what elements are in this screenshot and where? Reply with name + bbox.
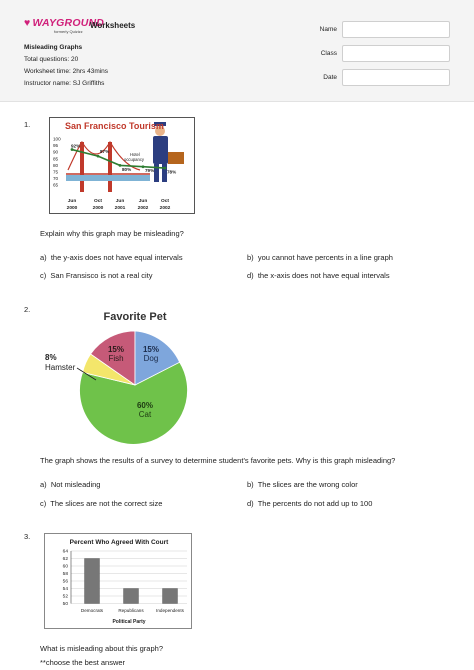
pie-label-fish: Fish xyxy=(108,354,124,363)
sf-y-tick-label: 80 xyxy=(53,162,59,168)
sf-data-label: 78% xyxy=(167,169,177,175)
question-1-option-b[interactable] xyxy=(247,253,393,262)
court-y-tick-label: 62 xyxy=(62,557,68,563)
option-text: Not misleading xyxy=(50,480,101,489)
pie-label-fish-pct: 15% xyxy=(107,345,125,354)
pet-chart-title: Favorite Pet xyxy=(103,311,167,323)
favorite-pet-pie-chart xyxy=(40,305,200,445)
pie-label-hamster-pct: 8% xyxy=(45,353,57,362)
court-chart-title: Percent Who Agreed With Court xyxy=(69,539,169,546)
court-bar xyxy=(163,589,178,604)
question-2-option-a[interactable] xyxy=(40,480,100,489)
name-label: Name xyxy=(319,26,337,33)
option-text: the y-axis does not have equal intervals xyxy=(50,253,183,262)
court-y-tick-label: 64 xyxy=(62,549,68,555)
worksheet-header xyxy=(0,0,474,102)
logo-text: WAYGROUND xyxy=(32,17,105,29)
sf-y-tick-label: 70 xyxy=(53,176,59,182)
court-x-tick-label: Republicans xyxy=(118,608,144,613)
sf-x-tick-label: Jun xyxy=(138,199,148,204)
sf-x-tick-label: Oct xyxy=(161,199,169,204)
option-text: The percents do not add up to 100 xyxy=(257,499,373,508)
option-letter: b) xyxy=(247,253,254,262)
question-1-number: 1. xyxy=(24,120,31,129)
logo-subtitle: formerly Quizizz xyxy=(54,29,83,34)
sf-x-tick-label: 2002 xyxy=(159,206,171,211)
pie-label-cat: Cat xyxy=(138,410,152,419)
option-text: you cannot have percents in a line graph xyxy=(257,253,393,262)
sf-x-tick-label: Oct xyxy=(94,199,102,204)
pie-label-cat-pct: 60% xyxy=(136,401,154,410)
name-field[interactable] xyxy=(342,21,450,38)
sf-x-tick-label: Jun xyxy=(115,199,125,204)
sf-x-tick-label: 2001 xyxy=(114,206,126,211)
question-3-prompt: What is misleading about this graph? xyxy=(40,644,163,653)
question-3-instruction: **choose the best answer xyxy=(40,658,126,667)
option-letter: d) xyxy=(247,271,254,280)
question-2-number: 2. xyxy=(24,305,31,314)
worksheet-title: Misleading Graphs xyxy=(24,44,83,51)
question-1-option-a[interactable] xyxy=(40,253,183,262)
sf-y-tick-label: 75 xyxy=(53,169,59,175)
court-y-tick-label: 56 xyxy=(62,579,68,585)
pie-label-dog: Dog xyxy=(143,354,159,363)
sf-data-point xyxy=(142,165,145,168)
court-bar xyxy=(124,589,139,604)
sf-x-tick-label: 2000 xyxy=(92,206,104,211)
sf-data-label: 80% xyxy=(122,166,132,172)
option-text: San Fransisco is not a real city xyxy=(50,271,153,280)
option-letter: a) xyxy=(40,480,47,489)
question-2-option-b[interactable] xyxy=(247,480,358,489)
sf-data-point xyxy=(97,155,100,158)
sf-tourism-chart xyxy=(49,117,195,214)
worksheet-time: Worksheet time: 2hrs 43mins xyxy=(24,68,109,75)
logo-mark-icon: ♥ xyxy=(24,17,31,29)
question-1-option-c[interactable] xyxy=(40,271,153,280)
court-chart-xlabel: Political Party xyxy=(112,619,146,625)
court-y-tick-label: 54 xyxy=(62,587,68,593)
option-text: the x-axis does not have equal intervals xyxy=(257,271,390,280)
date-label: Date xyxy=(323,74,337,81)
sf-data-label: 87% xyxy=(100,149,110,155)
sf-x-tick-label: 2000 xyxy=(66,206,78,211)
court-bar xyxy=(85,559,100,604)
option-letter: b) xyxy=(247,480,254,489)
court-y-tick-label: 58 xyxy=(62,572,68,578)
sf-x-tick-label: 2002 xyxy=(137,206,149,211)
class-field[interactable] xyxy=(342,45,450,62)
sf-data-point xyxy=(164,167,167,170)
pie-label-dog-pct: 15% xyxy=(142,345,160,354)
sf-chart-legend: Hotel occupancy xyxy=(124,152,145,162)
class-label: Class xyxy=(320,50,337,57)
option-letter: a) xyxy=(40,253,47,262)
instructor-name: Instructor name: SJ Griffiths xyxy=(24,80,105,87)
sf-y-tick-label: 100 xyxy=(53,136,61,142)
sf-x-tick-label: Jun xyxy=(67,199,77,204)
option-text: The slices are not the correct size xyxy=(50,499,163,508)
sf-data-label: 92% xyxy=(71,143,81,149)
court-y-tick-label: 60 xyxy=(62,564,68,570)
option-letter: c) xyxy=(40,499,47,508)
question-3-number: 3. xyxy=(24,532,31,541)
sf-y-tick-label: 90 xyxy=(53,149,59,155)
court-y-tick-label: 52 xyxy=(62,594,68,600)
court-y-tick-label: 50 xyxy=(62,602,68,608)
sf-chart-title: San Francisco Tourism xyxy=(65,121,164,131)
court-bar-chart xyxy=(44,533,192,629)
option-text: The slices are the wrong color xyxy=(257,480,358,489)
sf-data-label: 79% xyxy=(145,168,155,174)
sf-y-tick-label: 95 xyxy=(53,143,59,149)
sf-y-tick-label: 65 xyxy=(53,182,59,188)
question-1-prompt: Explain why this graph may be misleading? xyxy=(40,229,184,238)
question-2-option-c[interactable] xyxy=(40,499,162,508)
sf-data-point xyxy=(71,148,74,151)
question-2-option-d[interactable] xyxy=(247,499,372,508)
court-x-tick-label: Democrats xyxy=(80,608,104,613)
total-questions: Total questions: 20 xyxy=(24,56,79,63)
option-letter: d) xyxy=(247,499,254,508)
sf-series-line xyxy=(72,150,165,168)
pie-label-hamster: Hamster xyxy=(45,363,76,372)
sf-data-point xyxy=(119,164,122,167)
worksheets-label: Worksheets xyxy=(90,21,136,30)
option-letter: c) xyxy=(40,271,47,280)
question-2-prompt: The graph shows the results of a survey to determine student's favorite pets. Why is this graph misleading? xyxy=(40,456,396,465)
sf-y-tick-label: 85 xyxy=(53,156,59,162)
court-x-tick-label: Independents xyxy=(156,608,184,613)
date-field[interactable] xyxy=(342,69,450,86)
question-1-option-d[interactable] xyxy=(247,271,390,280)
